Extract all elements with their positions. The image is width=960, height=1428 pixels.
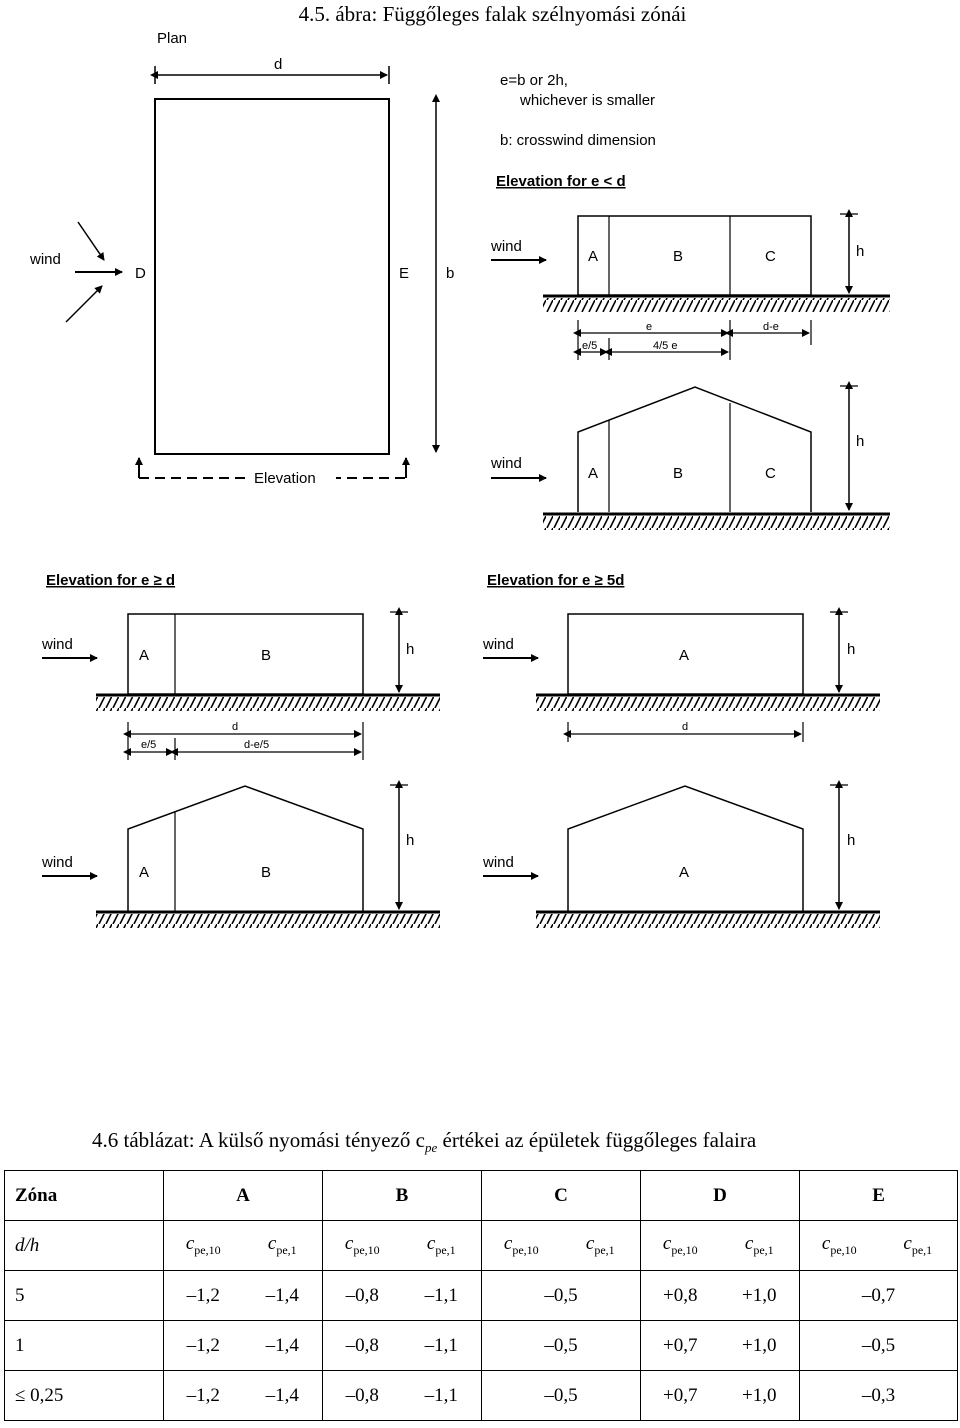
coef-sub: pe,1 (911, 1242, 933, 1257)
coef-c: c (344, 1233, 354, 1255)
panel1b-wind-label: wind (491, 455, 522, 472)
coef-d-1 (720, 1221, 800, 1271)
plan-title: Plan (157, 30, 188, 47)
cell-d1: +1,0 (720, 1271, 800, 1321)
cell-d1: +1,0 (720, 1371, 800, 1421)
panel3-d-label: d (682, 721, 689, 733)
table-caption-suffix: értékei az épületek függőleges falaira (437, 1128, 757, 1152)
plan-zone-d: D (135, 265, 146, 282)
panel3b-building (568, 786, 803, 911)
cell-d10: +0,7 (641, 1321, 720, 1371)
panel-e-geq-5d-gable (482, 785, 880, 928)
cell-a10: –1,2 (164, 1321, 243, 1371)
panel3-wind-label: wind (483, 636, 514, 653)
coef-a-1 (243, 1221, 323, 1271)
panel2-de5-label: d-e/5 (244, 739, 270, 751)
plan-wind-arrow-lower (66, 286, 102, 322)
coef-e-10 (800, 1221, 879, 1271)
panel-e-less-d (490, 173, 890, 360)
zone-e-header: E (800, 1171, 958, 1221)
coef-c: c (662, 1233, 672, 1255)
cell-a10: –1,2 (164, 1371, 243, 1421)
dh-header (5, 1221, 164, 1271)
panel-e-geq-5d (482, 572, 880, 742)
panel1b-h-label: h (856, 433, 865, 450)
panel1-de-label: d-e (763, 321, 779, 333)
panel2-wind-label: wind (42, 636, 73, 653)
panel3b-zone-a: A (679, 864, 690, 881)
coef-c: c (585, 1233, 595, 1255)
coef-c-10 (482, 1221, 561, 1271)
plan-wind-label: wind (30, 251, 61, 268)
cell-a1: –1,4 (243, 1271, 323, 1321)
cell-b1: –1,1 (402, 1271, 482, 1321)
panel2-e5-label: e/5 (141, 739, 157, 751)
panel1b-building (578, 387, 811, 512)
panel2-d-label: d (232, 721, 239, 733)
coef-a-10 (164, 1221, 243, 1271)
cell-c: –0,5 (482, 1321, 641, 1371)
plan-view (29, 30, 454, 487)
panel2b-wind-label: wind (42, 854, 73, 871)
cell-d10: +0,8 (641, 1271, 720, 1321)
panel2b-h-label: h (406, 832, 415, 849)
figure-caption: 4.5. ábra: Függőleges falak szélnyomási zónái (298, 2, 687, 26)
plan-wind-arrow-upper (78, 222, 104, 260)
panel1-zone-a: A (588, 248, 599, 265)
pressure-coefficient-table (4, 1170, 958, 1421)
coef-c: c (503, 1233, 513, 1255)
panel2-zone-a: A (139, 647, 150, 664)
panel1-zone-c: C (765, 248, 776, 265)
cell-d10: +0,7 (641, 1371, 720, 1421)
coef-sub: pe,1 (435, 1242, 456, 1257)
panel3-title: Elevation for e ≥ 5d (487, 572, 625, 589)
panel2-building (128, 614, 363, 694)
zone-d-header: D (641, 1171, 800, 1221)
row-dh: 5 (5, 1271, 164, 1321)
cell-c: –0,5 (482, 1371, 641, 1421)
cell-b10: –0,8 (323, 1371, 402, 1421)
plan-zone-e: E (399, 265, 410, 282)
coef-sub: pe,1 (276, 1242, 297, 1257)
panel1-e-label: e (646, 321, 653, 333)
cell-a1: –1,4 (243, 1371, 323, 1421)
coef-c: c (267, 1233, 277, 1255)
coef-sub: pe,10 (194, 1242, 221, 1257)
table-header-zones (5, 1171, 958, 1221)
cell-b1: –1,1 (402, 1371, 482, 1421)
coef-sub: pe,1 (753, 1242, 774, 1257)
plan-building-outline (155, 99, 389, 454)
coef-sub: pe,10 (671, 1242, 698, 1257)
cell-c: –0,5 (482, 1271, 641, 1321)
cell-b10: –0,8 (323, 1321, 402, 1371)
table-header-coefficients (5, 1221, 958, 1271)
panel2-h-label: h (406, 641, 415, 658)
panel1b-zone-a: A (588, 465, 599, 482)
table-row (5, 1271, 958, 1321)
panel2b-zone-b: B (261, 864, 272, 881)
plan-d-label: d (274, 56, 283, 73)
table-row (5, 1371, 958, 1421)
panel2-title: Elevation for e ≥ d (46, 572, 176, 589)
panel1-45e-label: 4/5 e (653, 340, 678, 352)
plan-elevation-label: Elevation (254, 470, 316, 487)
cell-e: –0,5 (800, 1321, 958, 1371)
note-line-2: whichever is smaller (520, 92, 656, 109)
panel-e-geq-d (41, 572, 440, 760)
coef-e-1 (879, 1221, 958, 1271)
zone-a-header: A (164, 1171, 323, 1221)
panel2b-zone-a: A (139, 864, 150, 881)
note-line-3: b: crosswind dimension (500, 132, 656, 149)
panel3b-wind-label: wind (483, 854, 514, 871)
zone-header: Zóna (5, 1171, 164, 1221)
panel-e-less-d-gable (490, 386, 890, 530)
coef-c: c (185, 1233, 195, 1255)
panel1-h-label: h (856, 243, 865, 260)
coef-b-10 (323, 1221, 402, 1271)
panel3b-h-label: h (847, 832, 856, 849)
zone-b-header: B (323, 1171, 482, 1221)
coef-sub: pe,10 (830, 1242, 857, 1257)
cell-e: –0,3 (800, 1371, 958, 1421)
cell-a1: –1,4 (243, 1321, 323, 1371)
coef-c: c (821, 1233, 831, 1255)
zone-c-header: C (482, 1171, 641, 1221)
panel1-wind-label: wind (491, 238, 522, 255)
panel1b-zone-b: B (673, 465, 684, 482)
cell-e: –0,7 (800, 1271, 958, 1321)
table-caption-sub: pe (425, 1140, 438, 1156)
table-row (5, 1321, 958, 1371)
panel-e-geq-d-gable (41, 785, 440, 928)
table-caption (92, 1128, 756, 1156)
panel1-title: Elevation for e < d (496, 173, 626, 190)
dh-header-text: d/h (15, 1234, 40, 1256)
coef-sub: pe,1 (594, 1242, 615, 1257)
cell-d1: +1,0 (720, 1321, 800, 1371)
coef-c: c (903, 1233, 912, 1255)
coef-c-1 (561, 1221, 641, 1271)
coef-d-10 (641, 1221, 720, 1271)
coef-c: c (426, 1233, 436, 1255)
panel3-h-label: h (847, 641, 856, 658)
cell-b1: –1,1 (402, 1321, 482, 1371)
note-line-1: e=b or 2h, (500, 72, 568, 89)
plan-b-label: b (446, 265, 455, 282)
cell-a10: –1,2 (164, 1271, 243, 1321)
panel2-zone-b: B (261, 647, 272, 664)
coef-sub: pe,10 (512, 1242, 539, 1257)
coef-b-1 (402, 1221, 482, 1271)
panel1b-zone-c: C (765, 465, 776, 482)
table-caption-prefix: 4.6 táblázat: A külső nyomási tényező c (92, 1128, 426, 1152)
panel1-zone-b: B (673, 248, 684, 265)
coef-c: c (744, 1233, 754, 1255)
row-dh: ≤ 0,25 (5, 1371, 164, 1421)
panel3-zone-a: A (679, 647, 690, 664)
row-dh: 1 (5, 1321, 164, 1371)
panel1-building (578, 216, 811, 295)
coef-sub: pe,10 (353, 1242, 380, 1257)
panel1-e5-label: e/5 (582, 340, 598, 352)
cell-b10: –0,8 (323, 1271, 402, 1321)
panel2b-building (128, 786, 363, 911)
